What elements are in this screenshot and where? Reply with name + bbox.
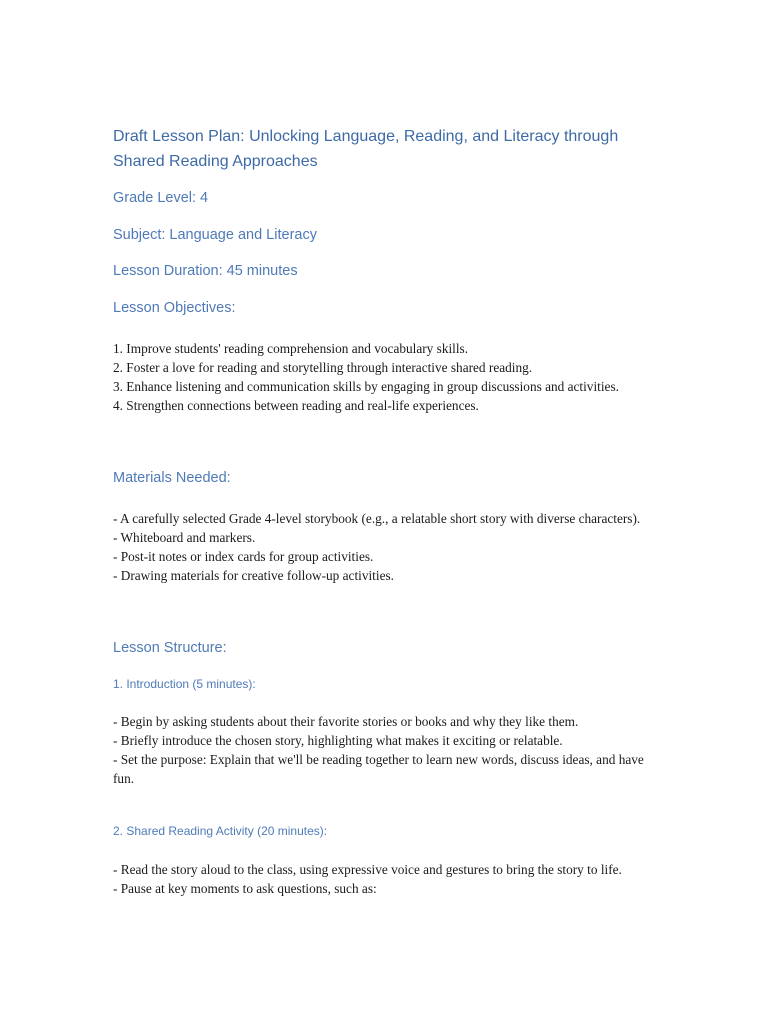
- list-item: 1. Improve students' reading comprehension and vocabulary skills.: [113, 341, 469, 356]
- materials-list: [113, 509, 658, 585]
- list-item: 4. Strengthen connections between reading and real-life experiences.: [113, 398, 479, 413]
- grade-level-heading: Grade Level: 4: [113, 190, 209, 206]
- list-item: - A carefully selected Grade 4-level storybook (e.g., a relatable short story with diverse characters).: [113, 511, 641, 526]
- objectives-list: [113, 339, 658, 415]
- list-item: - Whiteboard and markers.: [113, 530, 256, 545]
- list-item: - Set the purpose: Explain that we'll be reading together to learn new words, discuss ideas, and have fun.: [113, 752, 644, 786]
- subject-heading: Subject: Language and Literacy: [113, 227, 317, 243]
- list-item: 3. Enhance listening and communication skills by engaging in group discussions and activities.: [113, 379, 619, 394]
- materials-heading: Materials Needed:: [113, 470, 231, 486]
- list-item: - Begin by asking students about their favorite stories or books and why they like them.: [113, 714, 579, 729]
- list-item: - Briefly introduce the chosen story, highlighting what makes it exciting or relatable.: [113, 733, 563, 748]
- list-item: - Drawing materials for creative follow-up activities.: [113, 568, 394, 583]
- objectives-heading: Lesson Objectives:: [113, 300, 236, 316]
- duration-heading: Lesson Duration: 45 minutes: [113, 263, 298, 279]
- document-title: Draft Lesson Plan: Unlocking Language, Reading, and Literacy through Shared Reading Approaches: [113, 128, 619, 170]
- list-item: - Pause at key moments to ask questions, such as:: [113, 881, 377, 896]
- list-item: - Read the story aloud to the class, using expressive voice and gestures to bring the story to life.: [113, 862, 622, 877]
- structure-heading: Lesson Structure:: [113, 640, 227, 656]
- list-item: 2. Foster a love for reading and storytelling through interactive shared reading.: [113, 360, 533, 375]
- list-item: - Post-it notes or index cards for group activities.: [113, 549, 374, 564]
- shared-reading-heading: 2. Shared Reading Activity (20 minutes):: [113, 824, 328, 838]
- introduction-list: [113, 712, 658, 788]
- shared-reading-list: [113, 860, 658, 898]
- introduction-heading: 1. Introduction (5 minutes):: [113, 677, 256, 691]
